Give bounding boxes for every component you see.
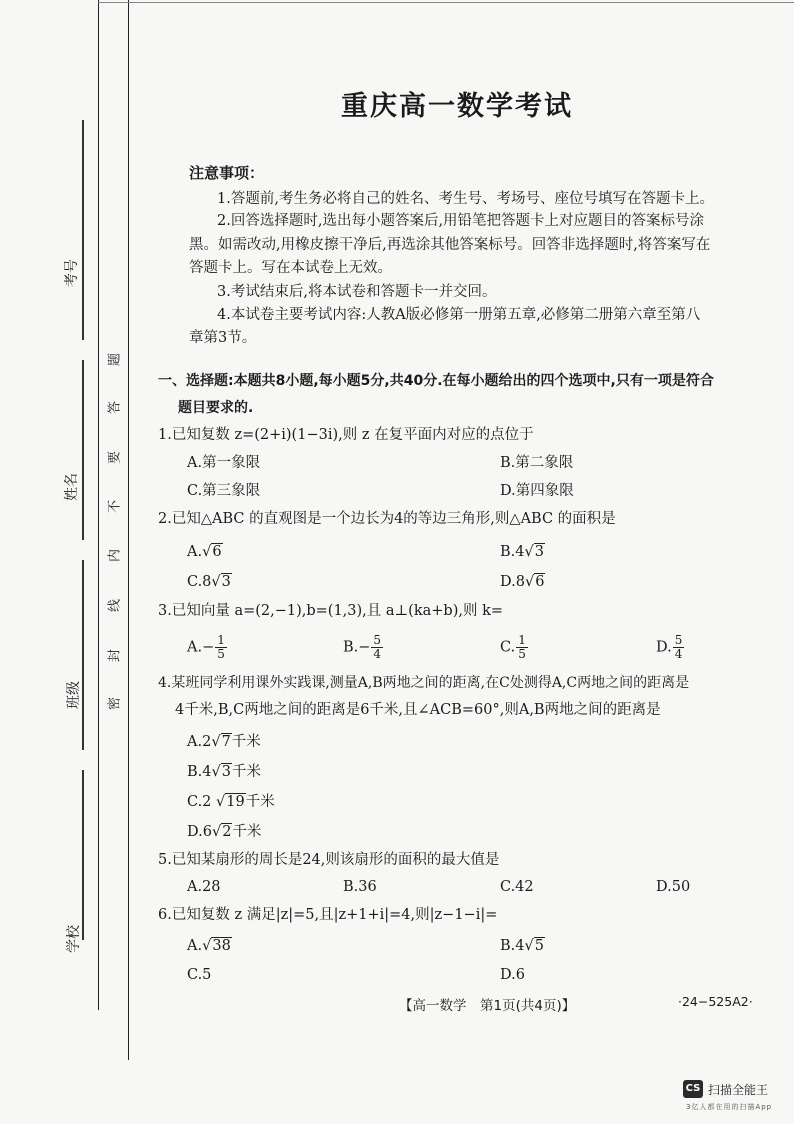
q2-c-prefix: C.8	[187, 574, 212, 590]
q3-option-a	[187, 634, 228, 661]
q3-option-b	[343, 634, 384, 661]
section-heading-cont: 题目要求的.	[178, 400, 254, 416]
numerator: 1	[518, 633, 526, 647]
q4-b-radicand: 3	[221, 764, 231, 780]
top-border	[98, 2, 794, 3]
q3-option-c	[500, 634, 529, 661]
q5-option-d: D.50	[656, 879, 691, 895]
seal-char: 内	[107, 549, 123, 563]
numerator: 1	[217, 633, 225, 647]
q2-a-radicand: 6	[212, 544, 222, 560]
exam-no-underline	[82, 120, 84, 340]
q2-b-radicand: 3	[534, 544, 544, 560]
q4-c-prefix: C.2	[187, 794, 212, 810]
question-2-stem: 2.已知△ABC 的直观图是一个边长为4的等边三角形,则△ABC 的面积是	[158, 511, 616, 527]
numerator: 5	[674, 633, 683, 647]
seal-char: 封	[107, 649, 123, 663]
q5-option-b: B.36	[343, 879, 377, 895]
denominator: 4	[373, 647, 382, 661]
question-5-stem: 5.已知某扇形的周长是24,则该扇形的面积的最大值是	[158, 852, 500, 868]
q2-option-a: A.√6	[187, 544, 222, 560]
q2-option-d: D.8√6	[500, 574, 545, 590]
q4-option-d: D.6√2千米	[187, 824, 262, 840]
margin-line-outer	[98, 0, 99, 1010]
q2-option-c: C.8√3	[187, 574, 231, 590]
q3-a-prefix: A.−	[187, 639, 215, 656]
q4-a-unit: 千米	[231, 734, 261, 750]
seal-char: 线	[107, 599, 123, 613]
q1-option-a: A.第一象限	[187, 455, 261, 471]
notice-heading: 注意事项：	[189, 164, 265, 182]
seal-char: 题	[107, 353, 123, 367]
q3-option-d	[656, 634, 685, 661]
q4-a-radicand: 7	[221, 734, 231, 750]
name-label: 姓名	[64, 473, 80, 501]
q4-b-unit: 千米	[231, 764, 261, 780]
school-underline	[82, 770, 84, 940]
q6-option-c: C.5	[187, 967, 212, 983]
question-4-stem-cont: 4千米,B,C两地之间的距离是6千米,且∠ACB=60°,则A,B两地之间的距离是	[175, 702, 661, 718]
q4-c-radicand: 19	[226, 794, 245, 810]
page-title: 重庆高一数学考试	[341, 91, 573, 122]
denominator: 4	[674, 647, 683, 661]
q1-option-b: B.第二象限	[500, 455, 574, 471]
q6-a-prefix: A.	[187, 938, 203, 954]
section-heading: 一、选择题:本题共8小题,每小题5分,共40分.在每小题给出的四个选项中,只有一项是符合	[158, 373, 714, 389]
q6-a-radicand: 38	[212, 938, 231, 954]
q3-b-fraction	[371, 634, 383, 661]
page-footer: 【高一数学 第1页(共4页)】	[399, 998, 576, 1014]
q1-option-d: D.第四象限	[500, 483, 574, 499]
q6-option-d: D.6	[500, 967, 525, 983]
q6-option-a: A.√38	[187, 938, 231, 954]
notice-line: 章第3节。	[189, 330, 257, 346]
q3-c-fraction	[516, 634, 528, 661]
class-underline	[82, 560, 84, 750]
margin-line-inner	[128, 0, 129, 1060]
q3-c-prefix: C.	[500, 639, 516, 656]
name-underline	[82, 360, 84, 540]
notice-line: 答题卡上。写在本试卷上无效。	[189, 260, 392, 276]
notice-line: 1.答题前,考生务必将自己的姓名、考生号、考场号、座位号填写在答题卡上。	[217, 191, 714, 207]
camscanner-tagline: 3亿人都在用的扫描App	[686, 1103, 773, 1111]
seal-char: 要	[107, 451, 123, 465]
denominator: 5	[217, 647, 225, 661]
q2-d-radicand: 6	[535, 574, 545, 590]
class-label: 班级	[66, 681, 82, 709]
notice-line: 3.考试结束后,将本试卷和答题卡一并交回。	[217, 284, 497, 300]
notice-line: 4.本试卷主要考试内容:人教A版必修第一册第五章,必修第二册第六章至第八	[217, 307, 701, 323]
seal-char: 答	[107, 401, 123, 415]
q4-option-b: B.4√3千米	[187, 764, 261, 780]
q5-option-a: A.28	[187, 879, 221, 895]
exam-no-label: 考号	[64, 259, 80, 287]
q4-option-a: A.2√7千米	[187, 734, 261, 750]
camscanner-name: 扫描全能王	[708, 1083, 769, 1097]
question-1-stem: 1.已知复数 z=(2+i)(1−3i),则 z 在复平面内对应的点位于	[158, 427, 534, 443]
q3-a-fraction	[215, 634, 227, 661]
q1-option-c: C.第三象限	[187, 483, 261, 499]
q3-d-fraction	[673, 634, 685, 661]
numerator: 5	[373, 633, 382, 647]
q2-c-radicand: 3	[221, 574, 231, 590]
q2-option-b: B.4√3	[500, 544, 544, 560]
school-label: 学校	[66, 925, 82, 953]
q4-d-unit: 千米	[232, 824, 262, 840]
q5-option-c: C.42	[500, 879, 534, 895]
notice-line: 2.回答选择题时,选出每小题答案后,用铅笔把答题卡上对应题目的答案标号涂	[217, 213, 705, 229]
question-3-stem: 3.已知向量 a=(2,−1),b=(1,3),且 a⊥(ka+b),则 k=	[158, 603, 504, 619]
q2-a-prefix: A.	[187, 544, 203, 560]
question-4-stem: 4.某班同学利用课外实践课,测量A,B两地之间的距离,在C处测得A,C两地之间的距离是	[158, 675, 690, 691]
q2-d-prefix: D.8	[500, 574, 525, 590]
q6-option-b: B.4√5	[500, 938, 544, 954]
q4-d-radicand: 2	[222, 824, 232, 840]
paper-code: ·24−525A2·	[678, 994, 753, 1009]
q3-d-prefix: D.	[656, 639, 672, 656]
q6-b-prefix: B.4	[500, 938, 525, 954]
q6-b-radicand: 5	[534, 938, 544, 954]
q3-b-prefix: B.−	[343, 639, 371, 656]
q4-a-prefix: A.2	[187, 734, 212, 750]
q4-d-prefix: D.6	[187, 824, 212, 840]
seal-char: 不	[107, 500, 123, 514]
question-6-stem: 6.已知复数 z 满足|z|=5,且|z+1+i|=4,则|z−1−i|=	[158, 907, 498, 923]
q4-c-unit: 千米	[245, 794, 275, 810]
seal-char: 密	[107, 697, 123, 711]
denominator: 5	[518, 647, 526, 661]
notice-line: 黑。如需改动,用橡皮擦干净后,再选涂其他答案标号。回答非选择题时,将答案写在	[189, 237, 711, 253]
q4-b-prefix: B.4	[187, 764, 212, 780]
q2-b-prefix: B.4	[500, 544, 525, 560]
q4-option-c: C.2 √19千米	[187, 794, 275, 810]
camscanner-logo-icon: CS	[683, 1080, 703, 1098]
